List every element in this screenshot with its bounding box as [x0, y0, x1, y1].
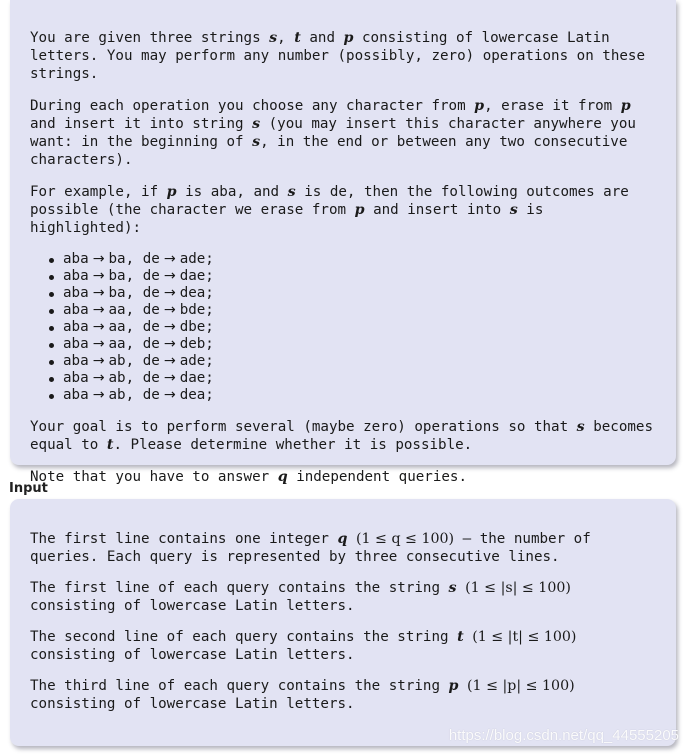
input-paragraph-2: The first line of each query contains the string s (1 ≤ |s| ≤ 100) consisting of lowercase Latin letters. [30, 580, 571, 614]
arrow-icon: → [163, 319, 176, 335]
list-item: aba → ba, de → dea; [44, 285, 662, 302]
examples-list [30, 251, 662, 404]
arrow-icon: → [163, 370, 176, 386]
statement-paragraph-1: You are given three strings s, t and p consisting of lowercase Latin letters. You may perform any number (possibly, zero) operations on these strings. [30, 30, 645, 82]
input-paragraph-3: The second line of each query contains the string t (1 ≤ |t| ≤ 100) consisting of lowercase Latin letters. [30, 629, 577, 663]
arrow-icon: → [92, 370, 105, 386]
constraint: (1 ≤ |s| ≤ 100) [465, 580, 571, 596]
list-item: aba → aa, de → bde; [44, 302, 662, 319]
input-panel [10, 499, 676, 746]
statement-paragraph-4: Your goal is to perform several (maybe zero) operations so that s becomes equal to t. Please determine whether it is possible. [30, 419, 654, 453]
statement-paragraph-5: Note that you have to answer q independent queries. [30, 469, 468, 485]
arrow-icon: → [163, 302, 176, 318]
list-item: aba → ba, de → dae; [44, 268, 662, 285]
list-item: aba → aa, de → deb; [44, 336, 662, 353]
list-item: aba → ab, de → ade; [44, 353, 662, 370]
arrow-icon: → [92, 268, 105, 284]
constraint: (1 ≤ |t| ≤ 100) [472, 629, 577, 645]
input-paragraph-1: The first line contains one integer q (1 ≤ q ≤ 100) — the number of queries. Each query is represented by three consecutive lines. [30, 531, 591, 565]
arrow-icon: → [92, 353, 105, 369]
watermark: https://blog.csdn.net/qq_44555205 [448, 727, 679, 744]
arrow-icon: → [92, 251, 105, 267]
statement-panel [10, 0, 676, 485]
arrow-icon: → [92, 387, 105, 403]
input-section-title: Input [9, 481, 48, 496]
arrow-icon: → [92, 336, 105, 352]
arrow-icon: → [163, 387, 176, 403]
input-paragraph-4: The third line of each query contains the string p (1 ≤ |p| ≤ 100) consisting of lowercase Latin letters. [30, 678, 575, 712]
list-item: aba → ab, de → dea; [44, 387, 662, 404]
arrow-icon: → [163, 353, 176, 369]
statement-paragraph-3: For example, if p is aba, and s is de, then the following outcomes are possible (the character we erase from p and insert into s is highlighted): [30, 184, 629, 236]
list-item: aba → aa, de → dbe; [44, 319, 662, 336]
arrow-icon: → [163, 285, 176, 301]
arrow-icon: → [92, 285, 105, 301]
constraint: (1 ≤ |p| ≤ 100) [467, 678, 575, 694]
arrow-icon: → [163, 268, 176, 284]
constraint: (1 ≤ q ≤ 100) [355, 531, 455, 547]
list-item: aba → ab, de → dae; [44, 370, 662, 387]
list-item: aba → ba, de → ade; [44, 251, 662, 268]
arrow-icon: → [163, 251, 176, 267]
statement-paragraph-2: During each operation you choose any character from p, erase it from p and insert it into string s (you may insert this character anywhere you want: in the beginning of s, in the end or between any two consecutive characters). [30, 98, 636, 168]
arrow-icon: → [92, 302, 105, 318]
arrow-icon: → [92, 319, 105, 335]
arrow-icon: → [163, 336, 176, 352]
